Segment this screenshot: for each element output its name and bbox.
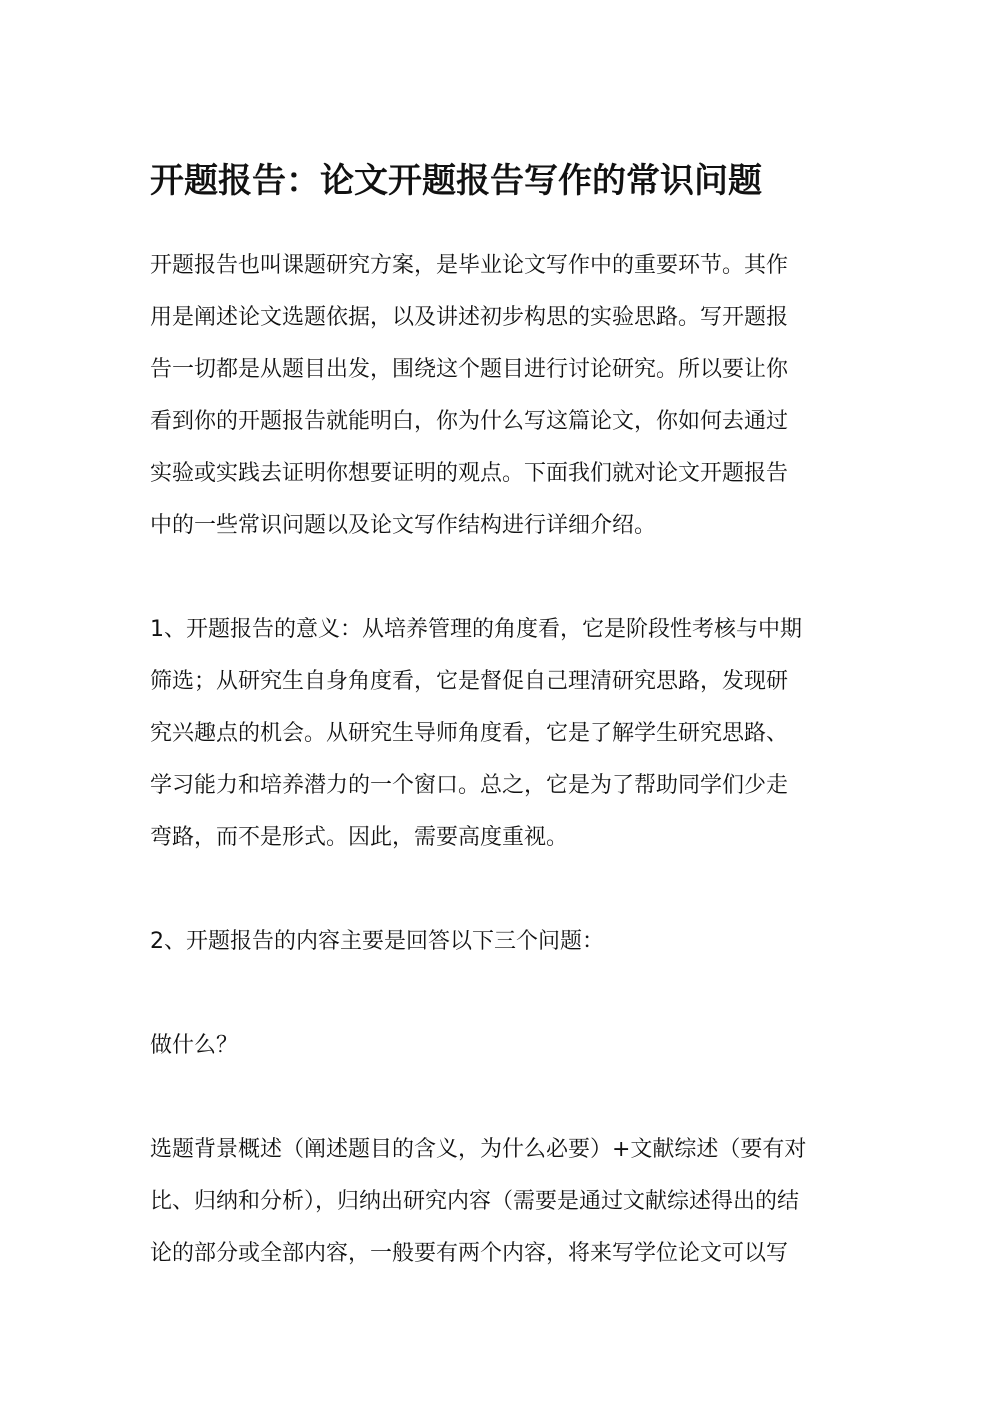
section-1-line: 筛选；从研究生自身角度看，它是督促自己理清研究思路，发现研	[150, 669, 789, 694]
section-1-line: 1、开题报告的意义：从培养管理的角度看，它是阶段性考核与中期	[150, 617, 802, 642]
section-1-line: 弯路，而不是形式。因此，需要高度重视。	[150, 825, 569, 850]
intro-line: 开题报告也叫课题研究方案，是毕业论文写作中的重要环节。其作	[150, 253, 789, 278]
section-2-heading: 2、开题报告的内容主要是回答以下三个问题：	[150, 929, 604, 954]
section-1-line: 究兴趣点的机会。从研究生导师角度看，它是了解学生研究思路、	[150, 721, 789, 746]
answer-line: 论的部分或全部内容，一般要有两个内容，将来写学位论文可以写	[150, 1241, 789, 1266]
intro-line: 告一切都是从题目出发，围绕这个题目进行讨论研究。所以要让你	[150, 357, 789, 382]
question-what: 做什么？	[150, 1033, 239, 1058]
answer-line: 比、归纳和分析），归纳出研究内容（需要是通过文献综述得出的结	[150, 1189, 800, 1214]
intro-line: 中的一些常识问题以及论文写作结构进行详细介绍。	[150, 513, 657, 538]
answer-line: 选题背景概述（阐述题目的含义，为什么必要）+文献综述（要有对	[150, 1137, 807, 1162]
section-1-line: 学习能力和培养潜力的一个窗口。总之，它是为了帮助同学们少走	[150, 773, 789, 798]
intro-line: 看到你的开题报告就能明白，你为什么写这篇论文，你如何去通过	[150, 409, 789, 434]
intro-line: 实验或实践去证明你想要证明的观点。下面我们就对论文开题报告	[150, 461, 789, 486]
document-title: 开题报告：论文开题报告写作的常识问题	[150, 161, 762, 201]
intro-line: 用是阐述论文选题依据，以及讲述初步构思的实验思路。写开题报	[150, 305, 789, 330]
